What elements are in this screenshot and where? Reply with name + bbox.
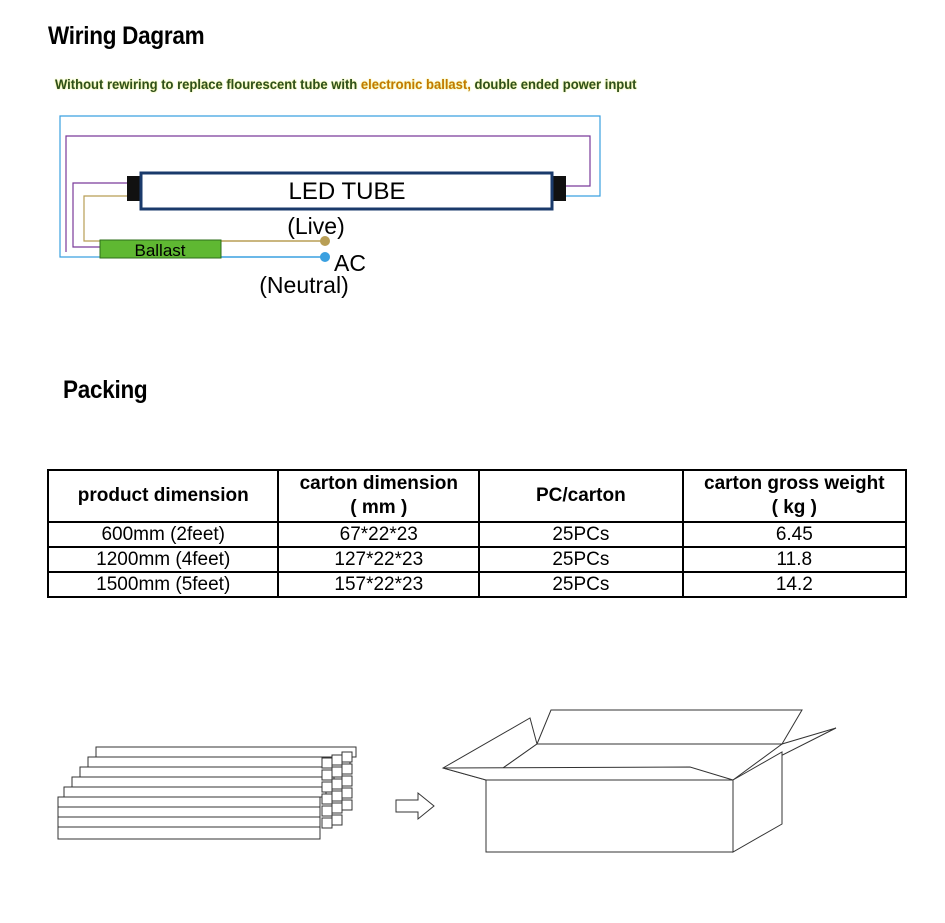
table-row xyxy=(48,572,906,597)
cell-product-dimension: 600mm (2feet) xyxy=(48,522,278,547)
cell-gross-weight: 6.45 xyxy=(683,522,906,547)
wire-tan-left-pin xyxy=(84,196,127,241)
packing-title: Packing xyxy=(63,376,148,404)
wiring-diagram-title: Wiring Dagram xyxy=(48,22,205,50)
header-line-2: ( kg ) xyxy=(771,497,817,518)
tube-endcap-right xyxy=(552,176,566,201)
header-pc-carton xyxy=(479,470,683,522)
live-label: (Live) xyxy=(287,213,345,239)
cell-pc-carton: 25PCs xyxy=(479,547,683,572)
subtitle-part-1: Without rewiring to replace flourescent tube with xyxy=(55,76,361,92)
table-row xyxy=(48,522,906,547)
header-line-2: ( mm ) xyxy=(350,497,408,518)
ac-label: AC xyxy=(334,250,366,276)
stacked-tubes-icon xyxy=(58,747,356,839)
wire-purple-left-pin xyxy=(73,183,127,247)
cell-product-dimension: 1500mm (5feet) xyxy=(48,572,278,597)
header-line: product dimension xyxy=(77,485,249,506)
tube-endcap-left xyxy=(127,176,141,201)
neutral-label: (Neutral) xyxy=(259,272,349,298)
header-carton-dimension xyxy=(278,470,479,522)
ballast-label: Ballast xyxy=(134,241,186,260)
cell-pc-carton: 25PCs xyxy=(479,572,683,597)
header-line: PC/carton xyxy=(535,485,626,506)
cell-gross-weight: 11.8 xyxy=(683,547,906,572)
header-product-dimension xyxy=(48,470,278,522)
open-carton-box-icon xyxy=(443,710,836,852)
header-line: carton gross weight xyxy=(704,473,885,494)
packing-table xyxy=(47,469,907,598)
header-line: carton dimension xyxy=(299,473,458,494)
cell-carton-dimension: 67*22*23 xyxy=(278,522,479,547)
header-carton-gross-weight xyxy=(683,470,906,522)
neutral-terminal xyxy=(320,252,330,262)
cell-pc-carton: 25PCs xyxy=(479,522,683,547)
led-tube-label: LED TUBE xyxy=(288,178,406,205)
cell-product-dimension: 1200mm (4feet) xyxy=(48,547,278,572)
cell-gross-weight: 14.2 xyxy=(683,572,906,597)
right-arrow-icon xyxy=(396,793,434,819)
subtitle-part-2: double ended power input xyxy=(470,76,637,92)
table-header-row xyxy=(48,470,906,522)
wiring-diagram xyxy=(60,116,600,298)
subtitle-highlight: electronic ballast, xyxy=(360,76,471,92)
cell-carton-dimension: 127*22*23 xyxy=(278,547,479,572)
cell-carton-dimension: 157*22*23 xyxy=(278,572,479,597)
table-row xyxy=(48,547,906,572)
